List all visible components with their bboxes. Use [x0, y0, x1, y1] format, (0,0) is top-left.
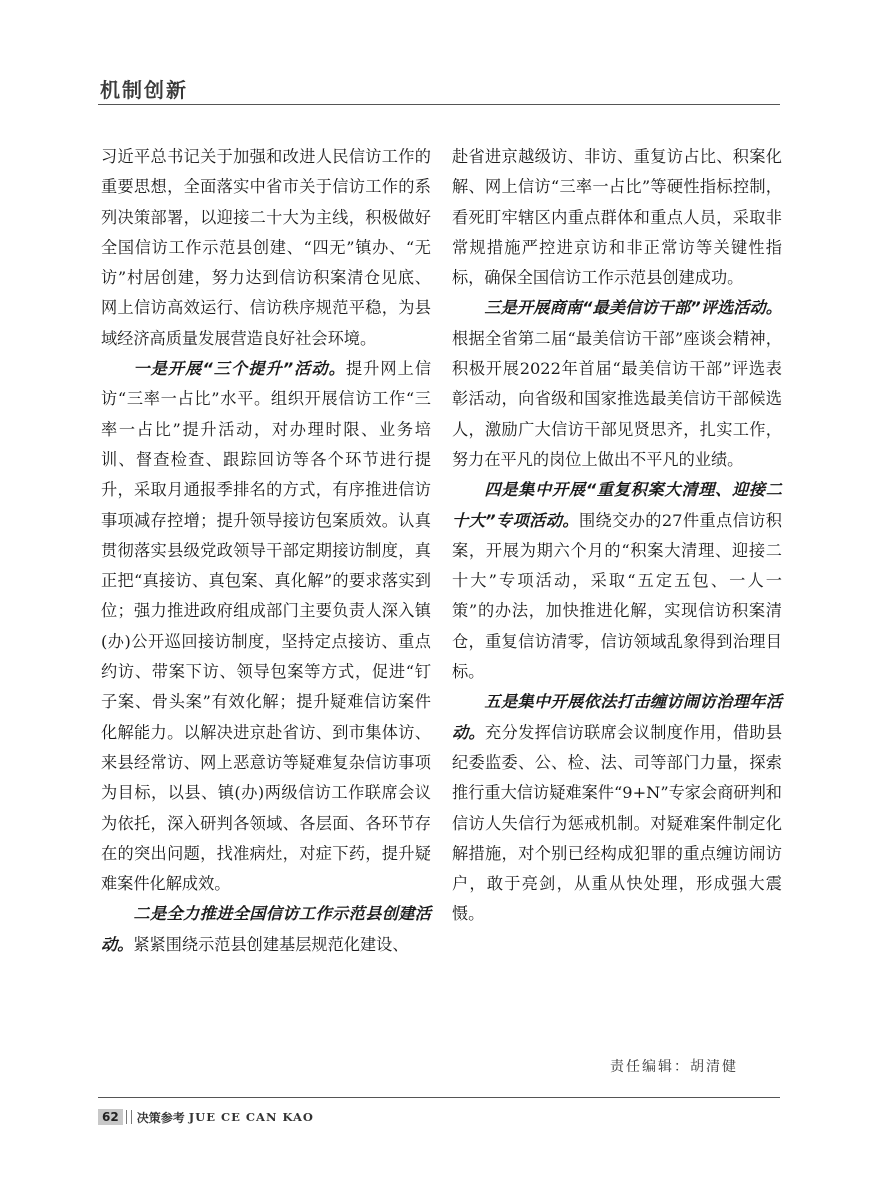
- paragraph-text: 习近平总书记关于加强和改进人民信访工作的重要思想，全面落实中省市关于信访工作的系列决策部署，以迎接二十大为主线，积极做好全国信访工作示范县创建、“四无”镇办、“无访”村居创建，努力达到信访积案清仓见底、网上信访高效运行、信访秩序规范平稳，为县域经济高质量发展营造良好社会环境。: [101, 147, 431, 348]
- paragraph-lead: 三是开展商南“最美信访干部”评选活动。: [484, 298, 782, 318]
- paragraph: [101, 899, 431, 960]
- paragraph-text: 根据全省第二届“最美信访干部”座谈会精神，积极开展2022年首届“最美信访干部”评选表彰活动，向省级和国家推选最美信访干部候选人，激励广大信访干部见贤思齐，扎实工作，努力在平凡的岗位上做出不平凡的业绩。: [452, 328, 782, 469]
- paragraph: [101, 354, 431, 899]
- editor-credit: 责任编辑：胡清健: [610, 1059, 738, 1075]
- paragraph-text: 围绕交办的27件重点信访积案，开展为期六个月的“积案大清理、迎接二十大”专项活动，采取“五定五包、一人一策”的办法，加快推进化解，实现信访积案清仓，重复信访清零，信访领域乱象得到治理目标。: [452, 510, 782, 682]
- page-number: 62: [98, 1109, 123, 1125]
- section-title: 机制创新: [100, 78, 188, 102]
- paragraph-text: 提升网上信访“三率一占比”水平。组织开展信访工作“三率一占比”提升活动，对办理时限、业务培训、督查检查、跟踪回访等各个环节进行提升，采取月通报季排名的方式，有序推进信访事项减存控增；提升领导接访包案质效。认真贯彻落实县级党政领导干部定期接访制度，真正把“真接访、真包案、真化解”的要求落实到位；强力推进政府组成部门主要负责人深入镇(办)公开巡回接访制度，坚持定点接访、重点约访、带案下访、领导包案等方式，促进“钉子案、骨头案”有效化解；提升疑难信访案件化解能力。以解决进京赴省访、到市集体访、来县经常访、网上恶意访等疑难复杂信访事项为目标，以县、镇(办)两级信访工作联席会议为依托，深入研判各领域、各层面、各环节存在的突出问题，找准病灶，对症下药，提升疑难案件化解成效。: [101, 359, 432, 894]
- paragraph: [452, 687, 782, 929]
- right-column: [452, 142, 782, 930]
- page-header: [98, 72, 780, 106]
- paragraph-text: 紧紧围绕示范县创建基层规范化建设、: [133, 934, 409, 954]
- paragraph: [101, 142, 431, 354]
- left-column: [101, 142, 431, 960]
- paragraph: [452, 475, 782, 687]
- paragraph: [452, 142, 782, 293]
- page-footer: [98, 1106, 314, 1128]
- paragraph-text: 充分发挥信访联席会议制度作用，借助县纪委监委、公、检、法、司等部门力量，探索推行重大信访疑难案件“9+N”专家会商研判和信访人失信行为惩戒机制。对疑难案件制定化解措施，对个别已经构成犯罪的重点缠访闹访户，敢于亮剑，从重从快处理，形成强大震慑。: [452, 722, 783, 924]
- paragraph: [452, 293, 782, 475]
- paragraph-lead: 四是集中开展“重复积案大清理、迎接二十大”专项活动。: [452, 480, 782, 530]
- journal-name: 决策参考: [136, 1110, 185, 1125]
- paragraph-lead: 五是集中开展依法打击缠访闹访治理年活动。: [452, 692, 782, 742]
- paragraph-lead: 一是开展“三个提升”活动。: [133, 359, 346, 379]
- footer-divider: [98, 1097, 780, 1098]
- paragraph-lead: 二是全力推进全国信访工作示范县创建活动。: [101, 904, 431, 954]
- journal-name-pinyin: JUE CE CAN KAO: [188, 1110, 314, 1124]
- paragraph-text: 赴省进京越级访、非访、重复访占比、积案化解、网上信访“三率一占比”等硬性指标控制，看死盯牢辖区内重点群体和重点人员，采取非常规措施严控进京访和非正常访等关键性指标，确保全国信访工作示范县创建成功。: [452, 147, 782, 288]
- header-divider: [98, 104, 780, 105]
- footer-separator: [126, 1110, 132, 1124]
